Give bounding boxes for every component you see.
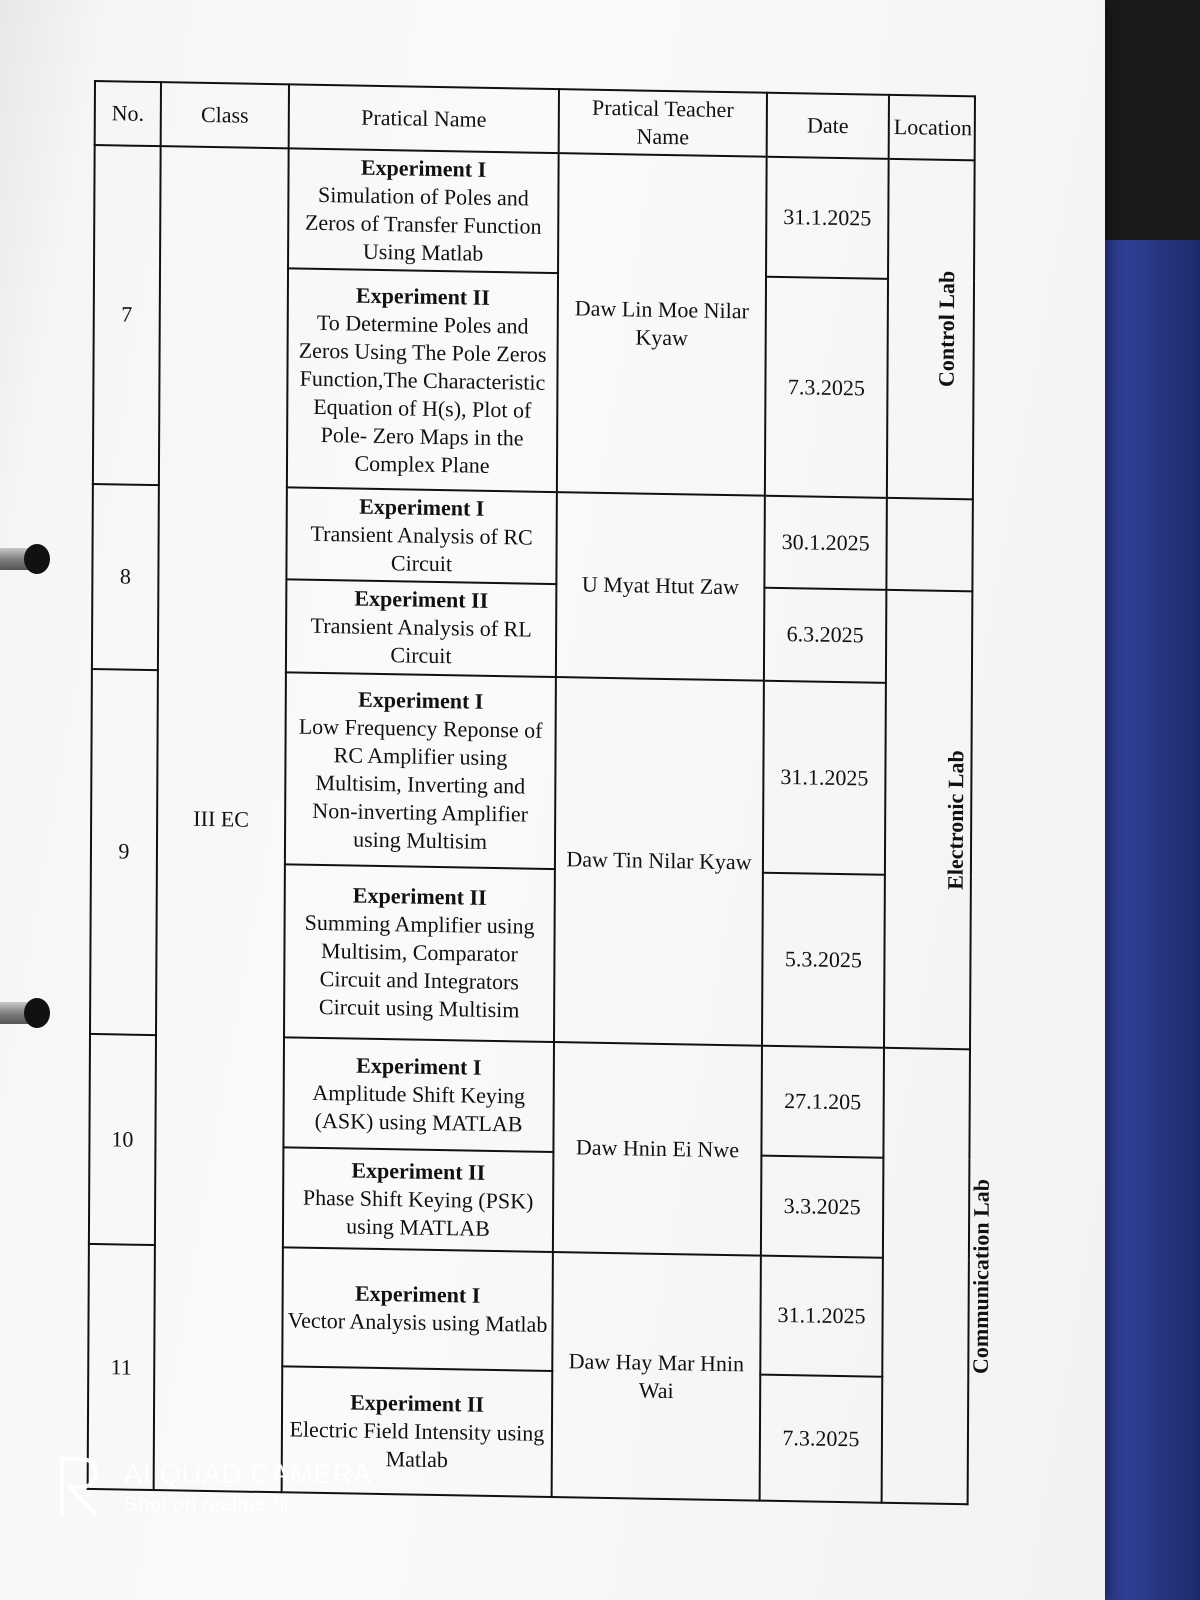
location-label: Communication Lab (967, 1179, 994, 1375)
header-practical-name: Pratical Name (289, 84, 559, 153)
location-cell-communication (882, 1047, 994, 1504)
experiment-name: To Determine Poles and Zeros Using The Pole Zeros Function,The Characteristic Equation of H(s), Plot of Pole- Zero Maps in the Complex Plane (298, 309, 547, 478)
experiment-name: Summing Amplifier using Multisim, Comparator Circuit and Integrators Circuit using Multisim (304, 910, 535, 1023)
header-location: Location (889, 95, 975, 160)
header-date: Date (767, 93, 889, 159)
header-class: Class (161, 82, 289, 148)
header-no: No. (95, 81, 161, 146)
watermark-title: AI QUAD CAMERA (124, 1459, 373, 1489)
table-row (94, 145, 975, 281)
experiment-title: Experiment I (356, 1052, 482, 1080)
teacher-cell: U Myat Htut Zaw (556, 492, 765, 680)
experiment-name: Transient Analysis of RL Circuit (310, 613, 532, 669)
binder-ring (0, 548, 42, 570)
practical-schedule-table (87, 80, 994, 1505)
practical-schedule-table-wrapper (87, 80, 994, 1505)
experiment-cell (286, 487, 556, 584)
date-cell: 27.1.205 (761, 1045, 884, 1157)
row-number: 9 (90, 668, 158, 1034)
experiment-title: Experiment I (360, 154, 487, 183)
experiment-cell (286, 580, 556, 677)
header-teacher-name: Pratical Teacher Name (559, 89, 767, 157)
experiment-cell (288, 148, 559, 273)
experiment-title: Experiment II (350, 1389, 485, 1417)
experiment-cell (282, 1248, 553, 1371)
date-cell: 31.1.2025 (763, 680, 886, 875)
row-number: 7 (93, 145, 161, 485)
teacher-cell: Daw Lin Moe Nilar Kyaw (557, 153, 767, 496)
experiment-name: Amplitude Shift Keying (ASK) using MATLAB (312, 1079, 526, 1137)
realme-logo-icon (58, 1455, 102, 1517)
experiment-title: Experiment II (355, 282, 490, 310)
experiment-title: Experiment II (351, 1157, 486, 1185)
row-number: 11 (88, 1244, 155, 1490)
experiment-cell (284, 864, 555, 1041)
experiment-title: Experiment II (352, 882, 487, 911)
date-cell: 5.3.2025 (762, 873, 885, 1048)
experiment-cell (283, 1037, 554, 1152)
experiment-title: Experiment I (359, 493, 485, 521)
date-cell: 30.1.2025 (764, 496, 886, 590)
experiment-cell (283, 1147, 554, 1252)
location-label: Electronic Lab (942, 749, 969, 890)
experiment-name: Phase Shift Keying (PSK) using MATLAB (302, 1184, 534, 1241)
experiment-name: Low Frequency Reponse of RC Amplifier using Multisim, Inverting and Non-inverting Amplifier using Multisim (298, 713, 543, 854)
date-cell: 31.1.2025 (766, 157, 889, 279)
date-cell: 7.3.2025 (760, 1374, 883, 1503)
date-cell: 31.1.2025 (760, 1256, 883, 1376)
experiment-name: Vector Analysis using Matlab (287, 1307, 548, 1338)
location-label: Control Lab (933, 270, 960, 388)
row-number: 10 (89, 1034, 156, 1246)
binder-ring (0, 1002, 42, 1024)
class-cell: III EC (154, 146, 289, 1492)
teacher-cell: Daw Hay Mar Hnin Wai (552, 1252, 761, 1500)
experiment-title: Experiment II (354, 585, 489, 614)
background-object (1100, 0, 1200, 240)
experiment-cell (287, 269, 558, 492)
teacher-cell: Daw Tin Nilar Kyaw (554, 677, 764, 1046)
date-cell: 3.3.2025 (761, 1156, 884, 1258)
experiment-title: Experiment I (358, 686, 484, 714)
experiment-title: Experiment I (354, 1280, 481, 1309)
row-number: 8 (92, 484, 159, 670)
experiment-name: Simulation of Poles and Zeros of Transfer Function Using Matlab (304, 182, 542, 266)
experiment-cell (285, 672, 556, 869)
location-cell-empty (886, 498, 972, 592)
experiment-name: Electric Field Intensity using Matlab (289, 1416, 545, 1472)
experiment-name: Transient Analysis of RC Circuit (310, 520, 533, 577)
location-cell-control (887, 159, 975, 499)
date-cell: 6.3.2025 (764, 588, 886, 682)
date-cell: 7.3.2025 (765, 277, 888, 498)
location-cell-electronic (884, 590, 972, 1049)
watermark-subtitle: Shot on realme 5i (124, 1493, 289, 1516)
teacher-cell: Daw Hnin Ei Nwe (553, 1042, 762, 1256)
